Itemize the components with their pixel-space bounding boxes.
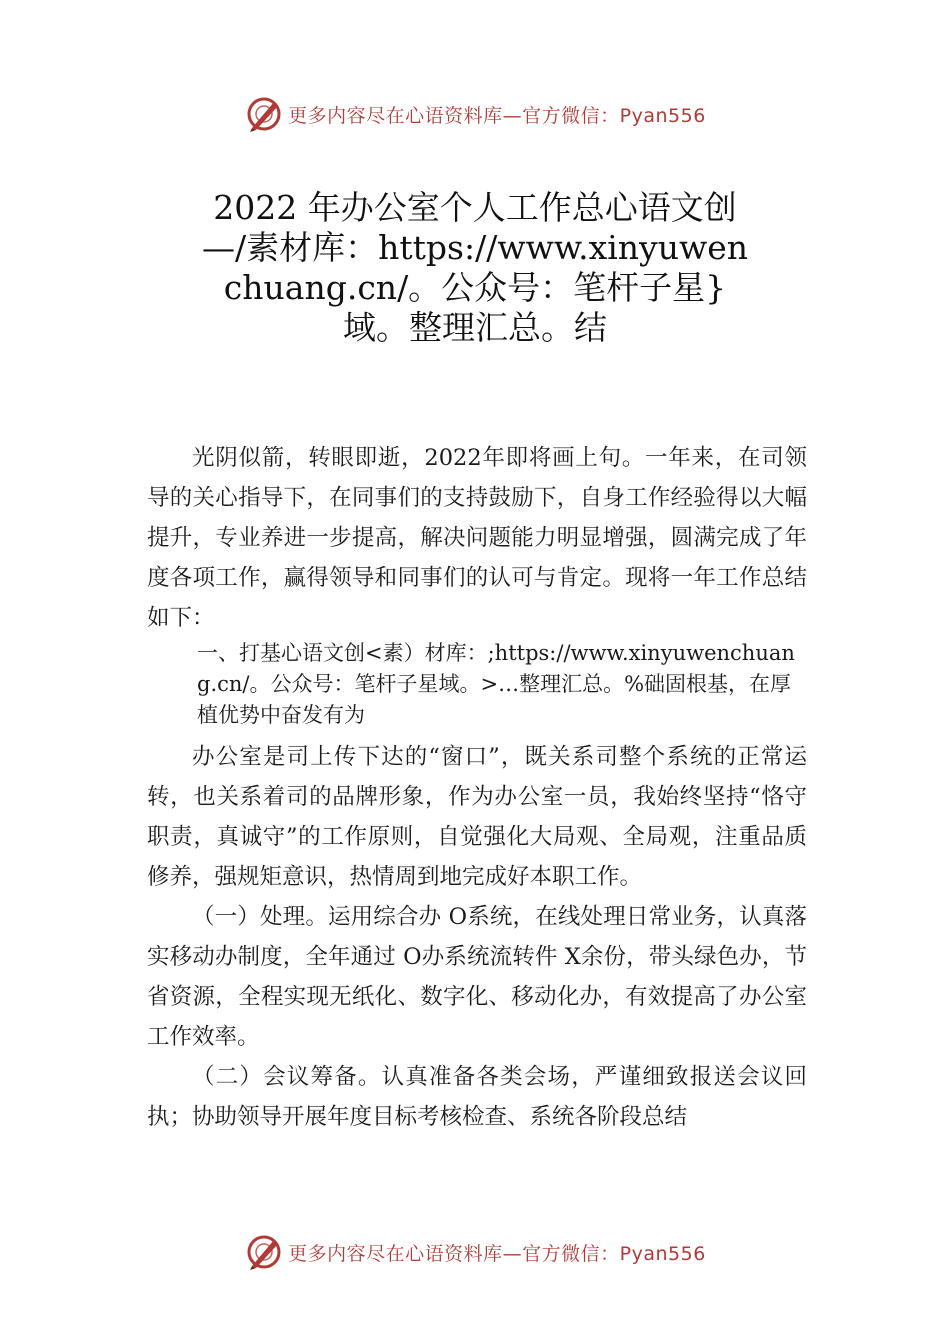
- paragraph-office-role: 办公室是司上传下达的“窗口”，既关系司整个系统的正常运转，也关系着司的品牌形象，作为办公室一员，我始终坚持“恪守职责，真诚守”的工作原则，自觉强化大局观、全局观，注重品质修养，强规矩意识，热情周到地完成好本职工作。: [147, 744, 807, 890]
- paragraph-meeting-prep: （二）会议筹备。认真准备各类会场，严谨细致报送会议回执；协助领导开展年度目标考核检查、系统各阶段总结: [147, 1064, 807, 1130]
- pen-logo-icon: [244, 1232, 284, 1272]
- section-heading-1: 一、打基心语文创<素）材库：;https://www.xinyuwenchuang.cn/。公众号：笔杆子星域。>…整理汇总。%础固根基，在厚植优势中奋发有为: [197, 641, 795, 727]
- paragraph-processing: （一）处理。运用综合办 O系统，在线处理日常业务，认真落实移动办制度，全年通过 O办系统流转件 X余份，带头绿色办，节省资源，全程实现无纸化、数字化、移动化办，有效提高了办公室工作效率。: [147, 904, 807, 1050]
- footer-watermark-banner: [0, 1230, 950, 1274]
- document-title: 2022 年办公室个人工作总心语文创—/素材库：https://www.xinyuwenchuang.cn/。公众号：笔杆子星}域。整理汇总。结: [202, 188, 748, 347]
- header-watermark-banner: [0, 92, 950, 136]
- pen-logo-icon: [244, 94, 284, 134]
- paragraph-intro: 光阴似箭，转眼即逝，2022年即将画上句。一年来，在司领导的关心指导下，在同事们的支持鼓励下，自身工作经验得以大幅提升，专业养进一步提高，解决问题能力明显增强，圆满完成了年度各项工作，赢得领导和同事们的认可与肯定。现将一年工作总结如下：: [147, 445, 807, 631]
- document-body: [147, 438, 807, 1137]
- banner-text: 更多内容尽在心语资料库—官方微信：Pyan556: [288, 104, 706, 127]
- banner-text: 更多内容尽在心语资料库—官方微信：Pyan556: [288, 1242, 706, 1265]
